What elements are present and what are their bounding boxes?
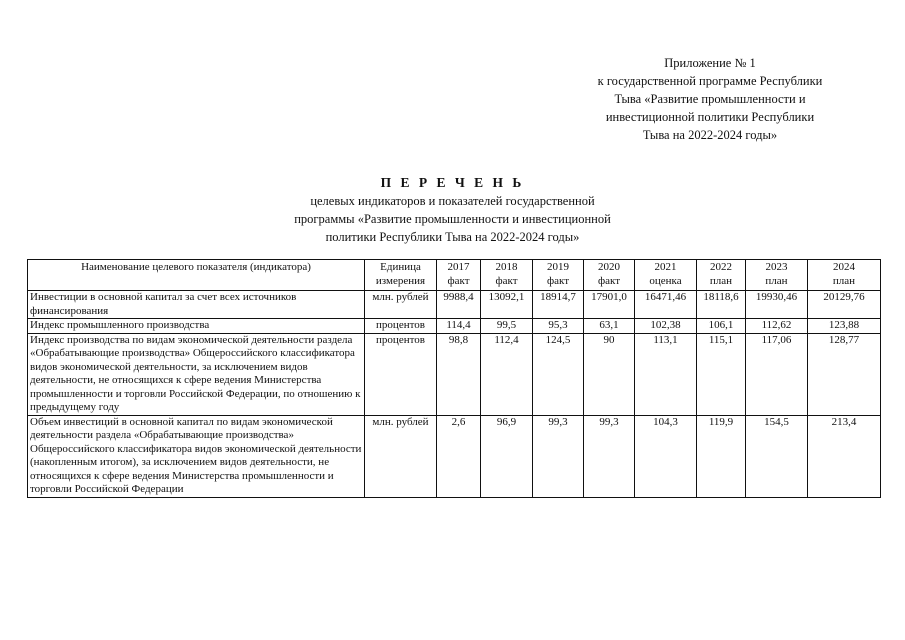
indicator-value: 102,38: [635, 319, 697, 334]
header-year-label: 2023: [765, 261, 788, 273]
indicator-value: 106,1: [697, 319, 746, 334]
indicator-value: 114,4: [437, 319, 481, 334]
indicator-value: 98,8: [437, 333, 481, 415]
header-year-label: 2018: [495, 261, 518, 273]
indicator-value: 96,9: [481, 415, 533, 497]
indicator-value: 124,5: [533, 333, 584, 415]
indicator-unit: млн. рублей: [365, 415, 437, 497]
header-year-kind: план: [832, 275, 856, 287]
indicator-value: 99,5: [481, 319, 533, 334]
indicator-value: 128,77: [808, 333, 881, 415]
appendix-line-3: Тыва «Развитие промышленности и: [614, 92, 806, 106]
header-year: [746, 260, 808, 291]
indicator-value: 20129,76: [808, 291, 881, 319]
document-title: П Е Р Е Ч Е Н Ь: [380, 175, 525, 190]
header-year: [437, 260, 481, 291]
indicator-unit: процентов: [365, 319, 437, 334]
indicator-value: 213,4: [808, 415, 881, 497]
indicator-value: 90: [584, 333, 635, 415]
indicator-value: 119,9: [697, 415, 746, 497]
header-year-kind: факт: [546, 275, 570, 287]
indicator-value: 17901,0: [584, 291, 635, 319]
header-year-label: 2021: [654, 261, 677, 273]
header-year: [635, 260, 697, 291]
header-year: [808, 260, 881, 291]
indicator-value: 112,62: [746, 319, 808, 334]
header-year: [533, 260, 584, 291]
indicator-value: 95,3: [533, 319, 584, 334]
indicator-value: 123,88: [808, 319, 881, 334]
header-year-kind: оценка: [649, 275, 682, 287]
indicator-value: 16471,46: [635, 291, 697, 319]
header-unit-line-1: Единица: [380, 261, 421, 273]
indicator-name: Объем инвестиций в основной капитал по видам экономической деятельности раздела «Обрабатывающие производства» Общероссийского классификатора видов экономической деятельности (накопленным итогом), за исключением видов деятельности, не относящихся к сфере ведения Министерства промышленности и торговли Российской Федерации: [28, 415, 365, 497]
table-row: [28, 333, 881, 415]
document-subtitle-line-2: программы «Развитие промышленности и инвестиционной: [294, 212, 611, 226]
header-year-label: 2024: [833, 261, 855, 273]
indicator-value: 18914,7: [533, 291, 584, 319]
document-heading: [0, 174, 905, 246]
header-unit: [365, 260, 437, 291]
indicator-value: 19930,46: [746, 291, 808, 319]
indicator-value: 115,1: [697, 333, 746, 415]
indicators-table: [27, 259, 881, 498]
indicator-value: 112,4: [481, 333, 533, 415]
table-header-row: [28, 260, 881, 291]
header-name: Наименование целевого показателя (индикатора): [28, 260, 365, 291]
document-subtitle-line-1: целевых индикаторов и показателей государственной: [310, 194, 595, 208]
appendix-line-5: Тыва на 2022-2024 годы»: [642, 128, 778, 142]
header-year-kind: план: [709, 275, 733, 287]
header-year-kind: факт: [597, 275, 621, 287]
indicator-value: 9988,4: [437, 291, 481, 319]
appendix-line-4: инвестиционной политики Республики: [605, 110, 815, 124]
indicator-unit: процентов: [365, 333, 437, 415]
indicator-value: 113,1: [635, 333, 697, 415]
header-year-label: 2017: [447, 261, 470, 273]
indicator-value: 63,1: [584, 319, 635, 334]
appendix-line-2: к государственной программе Республики: [597, 74, 823, 88]
document-subtitle-line-3: политики Республики Тыва на 2022-2024 годы»: [325, 230, 580, 244]
indicator-value: 117,06: [746, 333, 808, 415]
indicator-value: 99,3: [584, 415, 635, 497]
indicator-name: Инвестиции в основной капитал за счет всех источников финансирования: [28, 291, 365, 319]
header-year-kind: факт: [447, 275, 470, 287]
table-row: [28, 291, 881, 319]
header-year-label: 2019: [547, 261, 569, 273]
header-year: [481, 260, 533, 291]
header-year-kind: план: [765, 275, 788, 287]
indicator-name: Индекс производства по видам экономической деятельности раздела «Обрабатывающие производства» Общероссийского классификатора видов экономической деятельности, за исключением видов деятельности, не относящихся к сфере ведения Министерства промышленности и торговли Российской Федерации, по отношению к предыдущему году: [28, 333, 365, 415]
indicator-value: 104,3: [635, 415, 697, 497]
indicator-value: 99,3: [533, 415, 584, 497]
table-row: [28, 415, 881, 497]
appendix-block: [560, 54, 860, 144]
header-year: [584, 260, 635, 291]
indicator-value: 13092,1: [481, 291, 533, 319]
header-unit-line-2: измерения: [375, 275, 426, 287]
indicator-name: Индекс промышленного производства: [28, 319, 365, 334]
header-year-kind: факт: [495, 275, 518, 287]
appendix-line-1: Приложение № 1: [664, 56, 756, 70]
header-year-label: 2022: [710, 261, 732, 273]
header-year: [697, 260, 746, 291]
indicator-value: 154,5: [746, 415, 808, 497]
indicator-unit: млн. рублей: [365, 291, 437, 319]
indicator-value: 18118,6: [697, 291, 746, 319]
indicator-value: 2,6: [437, 415, 481, 497]
table-row: [28, 319, 881, 334]
header-year-label: 2020: [598, 261, 620, 273]
